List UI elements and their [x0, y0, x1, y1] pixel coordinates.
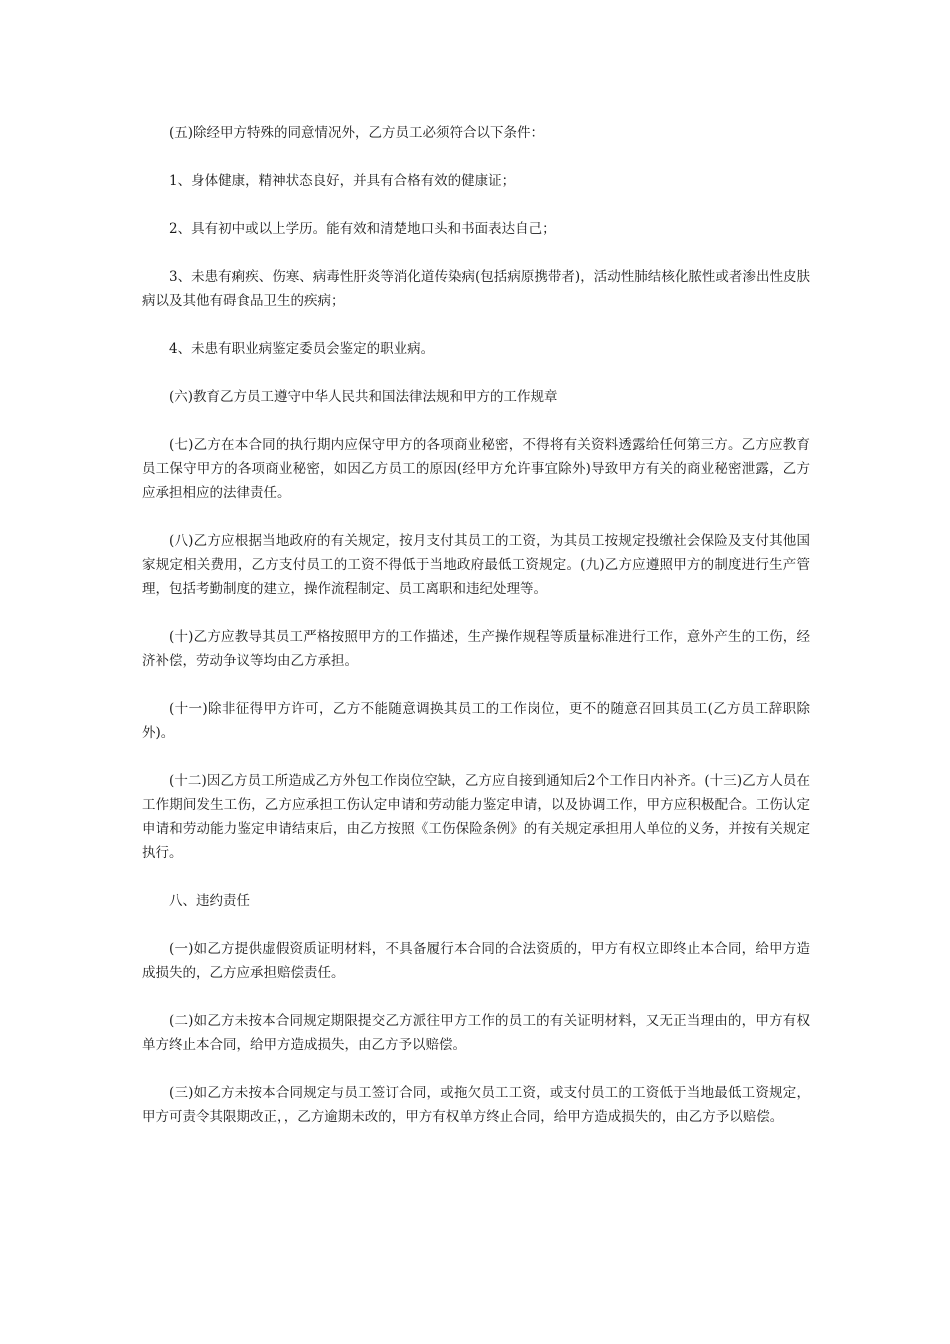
paragraph-condition-2: 2、具有初中或以上学历。能有效和清楚地口头和书面表达自己；	[169, 221, 556, 237]
paragraph-liability-1: (一)如乙方提供虚假资质证明材料，不具备履行本合同的合法资质的，甲方有权立即终止本合同，给甲方造成损失的，乙方应承担赔偿责任。	[142, 941, 810, 981]
paragraph-11-positions: (十一)除非征得甲方许可，乙方不能随意调换其员工的工作岗位，更不的随意召回其员工(乙方员工辞职除外)。	[142, 701, 810, 741]
paragraph-condition-1: 1、身体健康，精神状态良好，并具有合格有效的健康证；	[169, 173, 516, 189]
paragraph-5-conditions: (五)除经甲方特殊的同意情况外，乙方员工必须符合以下条件：	[169, 125, 545, 141]
paragraph-7-confidentiality: (七)乙方在本合同的执行期内应保守甲方的各项商业秘密，不得将有关资料透露给任何第三方。乙方应教育员工保守甲方的各项商业秘密，如因乙方员工的原因(经甲方允许事宜除外)导致甲方有关的商业秘密泄露，乙方应承担相应的法律责任。	[142, 437, 810, 501]
paragraph-6-education: (六)教育乙方员工遵守中华人民共和国法律法规和甲方的工作规章	[169, 389, 558, 405]
paragraph-condition-3: 3、未患有痢疾、伤寒、病毒性肝炎等消化道传染病(包括病原携带者)，活动性肺结核化脓性或者渗出性皮肤病以及其他有碍食品卫生的疾病；	[142, 269, 810, 309]
paragraph-12-13-vacancy: (十二)因乙方员工所造成乙方外包工作岗位空缺，乙方应自接到通知后2个工作日内补齐。(十三)乙方人员在工作期间发生工伤，乙方应承担工伤认定申请和劳动能力鉴定申请，以及协调工作，甲方应积极配合。工伤认定申请和劳动能力鉴定申请结束后，由乙方按照《工伤保险条例》的有关规定承担用人单位的义务，并按有关规定执行。	[142, 773, 810, 861]
document-body	[142, 121, 810, 1129]
section-heading-liability: 八、违约责任	[169, 893, 250, 909]
paragraph-8-9-wages: (八)乙方应根据当地政府的有关规定，按月支付其员工的工资，为其员工按规定投缴社会保险及支付其他国家规定相关费用，乙方支付员工的工资不得低于当地政府最低工资规定。(九)乙方应遵照甲方的制度进行生产管理，包括考勤制度的建立，操作流程制定、员工离职和违纪处理等。	[142, 533, 810, 597]
paragraph-condition-4: 4、未患有职业病鉴定委员会鉴定的职业病。	[169, 341, 435, 357]
paragraph-liability-3: (三)如乙方未按本合同规定与员工签订合同，或拖欠员工工资，或支付员工的工资低于当地最低工资规定，甲方可责令其限期改正，，乙方逾期未改的，甲方有权单方终止合同，给甲方造成损失的，由乙方予以赔偿。	[142, 1085, 810, 1125]
paragraph-10-instruction: (十)乙方应教导其员工严格按照甲方的工作描述，生产操作规程等质量标准进行工作，意外产生的工伤，经济补偿，劳动争议等均由乙方承担。	[142, 629, 810, 669]
paragraph-liability-2: (二)如乙方未按本合同规定期限提交乙方派往甲方工作的员工的有关证明材料，又无正当理由的，甲方有权单方终止本合同，给甲方造成损失，由乙方予以赔偿。	[142, 1013, 810, 1053]
